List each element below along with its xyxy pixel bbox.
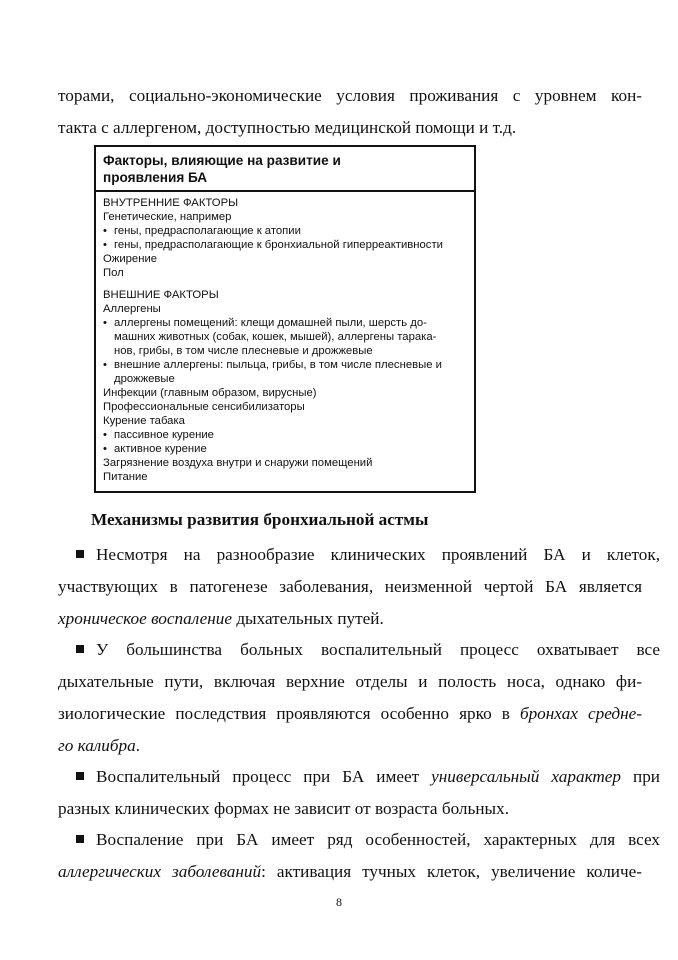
paragraph-text: при	[621, 767, 660, 786]
paragraph-line	[58, 609, 642, 629]
paragraph-text: Воспалительный процесс при БА имеет	[96, 767, 432, 786]
body-text-line: такта с аллергеном, доступностью медицинской помощи и т.д.	[58, 118, 517, 137]
factor-bullet: • аллергены помещений: клещи домашней пыли, шерсть до-	[103, 316, 468, 330]
italic-term: универсальный характер	[431, 767, 622, 786]
paragraph-line: дыхательные пути, включая верхние отделы и полость носа, однако фи-	[58, 672, 642, 691]
paragraph-text: Воспаление при БА имеет ряд особенностей, характерных для всех	[96, 830, 660, 849]
box-title-line: проявления БА	[103, 170, 208, 185]
square-bullet-icon	[76, 645, 84, 653]
paragraph-line	[58, 830, 660, 850]
paragraph-line	[58, 545, 660, 565]
italic-term: бронхах средне-	[519, 704, 642, 723]
paragraph-line	[58, 704, 642, 724]
italic-term: аллергических заболеваний	[58, 862, 262, 881]
paragraph-line	[58, 862, 642, 882]
paragraph-line	[58, 736, 642, 756]
external-factors-heading: ВНЕШНИЕ ФАКТОРЫ	[103, 289, 219, 301]
paragraph-text: .	[135, 736, 141, 755]
factor-item: Питание	[103, 471, 148, 483]
factor-item: Ожирение	[103, 253, 158, 265]
paragraph-text: дыхательных путей.	[232, 609, 384, 628]
factor-item: Курение табака	[103, 415, 185, 427]
paragraph-line: участвующих в патогенезе заболевания, неизменной чертой БА является	[58, 577, 642, 596]
box-body	[96, 192, 474, 484]
paragraph-text: : активация тучных клеток, увеличение количе-	[261, 862, 642, 881]
square-bullet-icon	[76, 550, 84, 558]
section-heading: Механизмы развития бронхиальной астмы	[91, 510, 429, 529]
square-bullet-icon	[76, 835, 84, 843]
internal-factors-heading: ВНУТРЕННИЕ ФАКТОРЫ	[103, 197, 239, 209]
square-bullet-icon	[76, 772, 84, 780]
factor-item: Инфекции (главным образом, вирусные)	[103, 387, 317, 399]
factor-bullet: • гены, предрасполагающие к бронхиальной гиперреактивности	[103, 238, 468, 252]
factor-bullet-continuation: дрожжевые	[114, 373, 175, 385]
paragraph-line	[58, 640, 660, 660]
paragraph-text: Несмотря на разнообразие клинических проявлений БА и клеток,	[96, 545, 660, 564]
factors-box	[94, 145, 476, 493]
factor-item: Профессиональные сенсибилизаторы	[103, 401, 305, 413]
paragraph-text: зиологические последствия проявляются особенно ярко в	[58, 704, 520, 723]
factor-bullet: • внешние аллергены: пыльца, грибы, в том числе плесневые и	[103, 358, 468, 372]
page-number: 8	[336, 895, 342, 909]
factor-item: Пол	[103, 267, 124, 279]
factor-item: Аллергены	[103, 303, 161, 315]
body-text-line: торами, социально-экономические условия проживания с уровнем кон-	[58, 86, 642, 105]
factor-bullet-continuation: нов, грибы, в том числе плесневые и дрожжевые	[114, 345, 373, 357]
factor-item: Генетические, например	[103, 211, 232, 223]
italic-term: хроническое воспаление	[58, 609, 233, 628]
factor-bullet: • активное курение	[103, 442, 468, 456]
factor-bullet-continuation: машних животных (собак, кошек, мышей), аллергены тарака-	[114, 331, 437, 343]
factor-bullet: • гены, предрасполагающие к атопии	[103, 224, 468, 238]
paragraph-text: У большинства больных воспалительный процесс охватывает все	[96, 640, 660, 659]
paragraph-line	[58, 767, 660, 787]
factor-item: Загрязнение воздуха внутри и снаружи помещений	[103, 457, 373, 469]
box-title	[96, 147, 474, 190]
paragraph-line: разных клинических формах не зависит от возраста больных.	[58, 799, 509, 818]
box-title-line: Факторы, влияющие на развитие и	[103, 153, 341, 168]
italic-term: го калибра	[58, 736, 136, 755]
factor-bullet: • пассивное курение	[103, 428, 468, 442]
